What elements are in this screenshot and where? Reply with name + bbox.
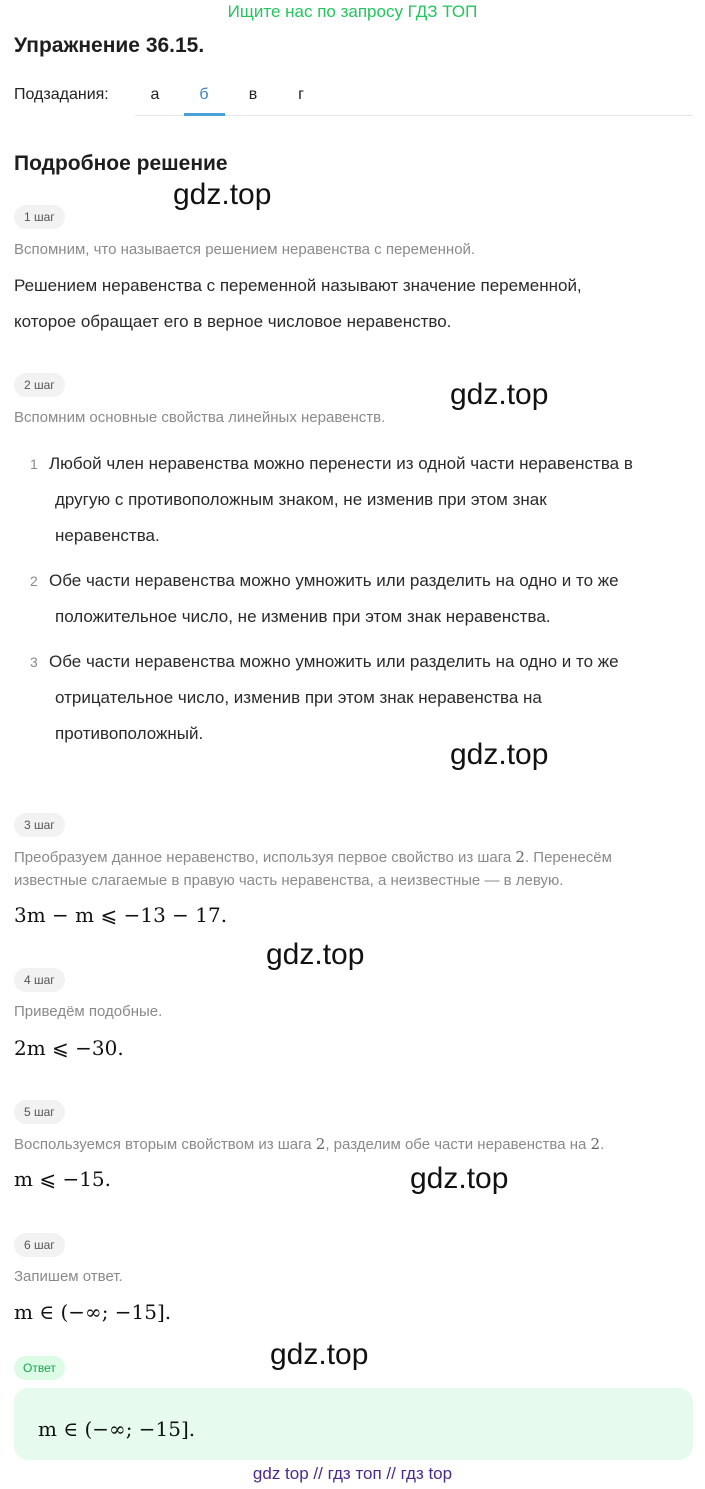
list-number: 2 <box>30 573 38 589</box>
watermark: gdz.top <box>450 738 549 771</box>
list-number: 3 <box>30 654 38 670</box>
step-badge: 6 шаг <box>14 1233 65 1257</box>
step-hint-text: Преобразуем данное неравенство, используя первое свойство из шага <box>14 849 516 866</box>
watermark: gdz.top <box>450 378 549 411</box>
list-item-line: отрицательное число, изменив при этом знак неравенства на <box>55 688 542 707</box>
page-title: Упражнение 36.15. <box>14 34 205 57</box>
step-hint: известные слагаемые в правую часть неравенства, а неизвестные — в левую. <box>14 872 564 889</box>
step-badge: 4 шаг <box>14 968 65 992</box>
math-expression: 3m − m ⩽ −13 − 17. <box>14 903 228 927</box>
step-badge: 3 шаг <box>14 813 65 837</box>
step-badge: 2 шаг <box>14 373 65 397</box>
watermark: gdz.top <box>410 1162 509 1195</box>
answer-expression: m ∈ (−∞; −15]. <box>38 1417 196 1441</box>
subtask-tab-b[interactable]: б <box>199 86 209 103</box>
subtask-tab-a[interactable]: а <box>150 86 160 103</box>
list-item-line: Обе части неравенства можно умножить или разделить на одно и то же <box>49 571 619 590</box>
answer-badge: Ответ <box>14 1356 65 1380</box>
list-item-line: положительное число, не изменив при этом знак неравенства. <box>55 607 551 626</box>
step-hint-text: . <box>600 1136 605 1153</box>
search-banner: Ищите нас по запросу ГДЗ ТОП <box>227 2 478 21</box>
step-hint <box>14 1132 604 1157</box>
step-hint: Запишем ответ. <box>14 1268 123 1285</box>
list-number: 1 <box>30 456 38 472</box>
list-item-line: неравенства. <box>55 526 160 545</box>
step-hint-text: , разделим обе части неравенства на <box>325 1136 591 1153</box>
math-expression: m ∈ (−∞; −15]. <box>14 1300 172 1324</box>
step-hint-number: 2 <box>515 848 525 866</box>
list-item-line: Любой член неравенства можно перенести из одной части неравенства в <box>49 454 633 473</box>
math-expression: 2m ⩽ −30. <box>14 1036 124 1060</box>
active-subtask-indicator <box>184 113 225 116</box>
step-badge: 1 шаг <box>14 205 65 229</box>
subtasks-label: Подзадания: <box>14 86 109 103</box>
step-hint-number: 2 <box>590 1135 601 1153</box>
list-item-line: Обе части неравенства можно умножить или разделить на одно и то же <box>49 652 619 671</box>
subtask-tab-g[interactable]: г <box>298 86 304 103</box>
step-hint-number: 2 <box>315 1135 326 1153</box>
subtask-tab-v[interactable]: в <box>248 86 258 103</box>
step-hint <box>14 845 612 870</box>
watermark: gdz.top <box>270 1338 369 1371</box>
step-hint-text: Воспользуемся вторым свойством из шага <box>14 1136 316 1153</box>
step-text-line: Решением неравенства с переменной называют значение переменной, <box>14 276 582 295</box>
step-hint-text: . Перенесём <box>524 849 612 866</box>
list-item-line: противоположный. <box>55 724 204 743</box>
step-hint: Вспомним основные свойства линейных неравенств. <box>14 409 386 426</box>
list-item-line: другую с противоположным знаком, не изменив при этом знак <box>55 490 547 509</box>
step-hint: Приведём подобные. <box>14 1003 163 1020</box>
watermark: gdz.top <box>266 938 365 971</box>
math-expression: m ⩽ −15. <box>14 1167 112 1191</box>
section-title: Подробное решение <box>14 152 228 175</box>
watermark: gdz.top <box>173 178 272 211</box>
step-hint: Вспомним, что называется решением неравенства с переменной. <box>14 241 476 258</box>
step-badge: 5 шаг <box>14 1100 65 1124</box>
step-text-line: которое обращает его в верное числовое неравенство. <box>14 312 452 331</box>
footer-links: gdz top // гдз топ // гдз top <box>252 1464 453 1483</box>
